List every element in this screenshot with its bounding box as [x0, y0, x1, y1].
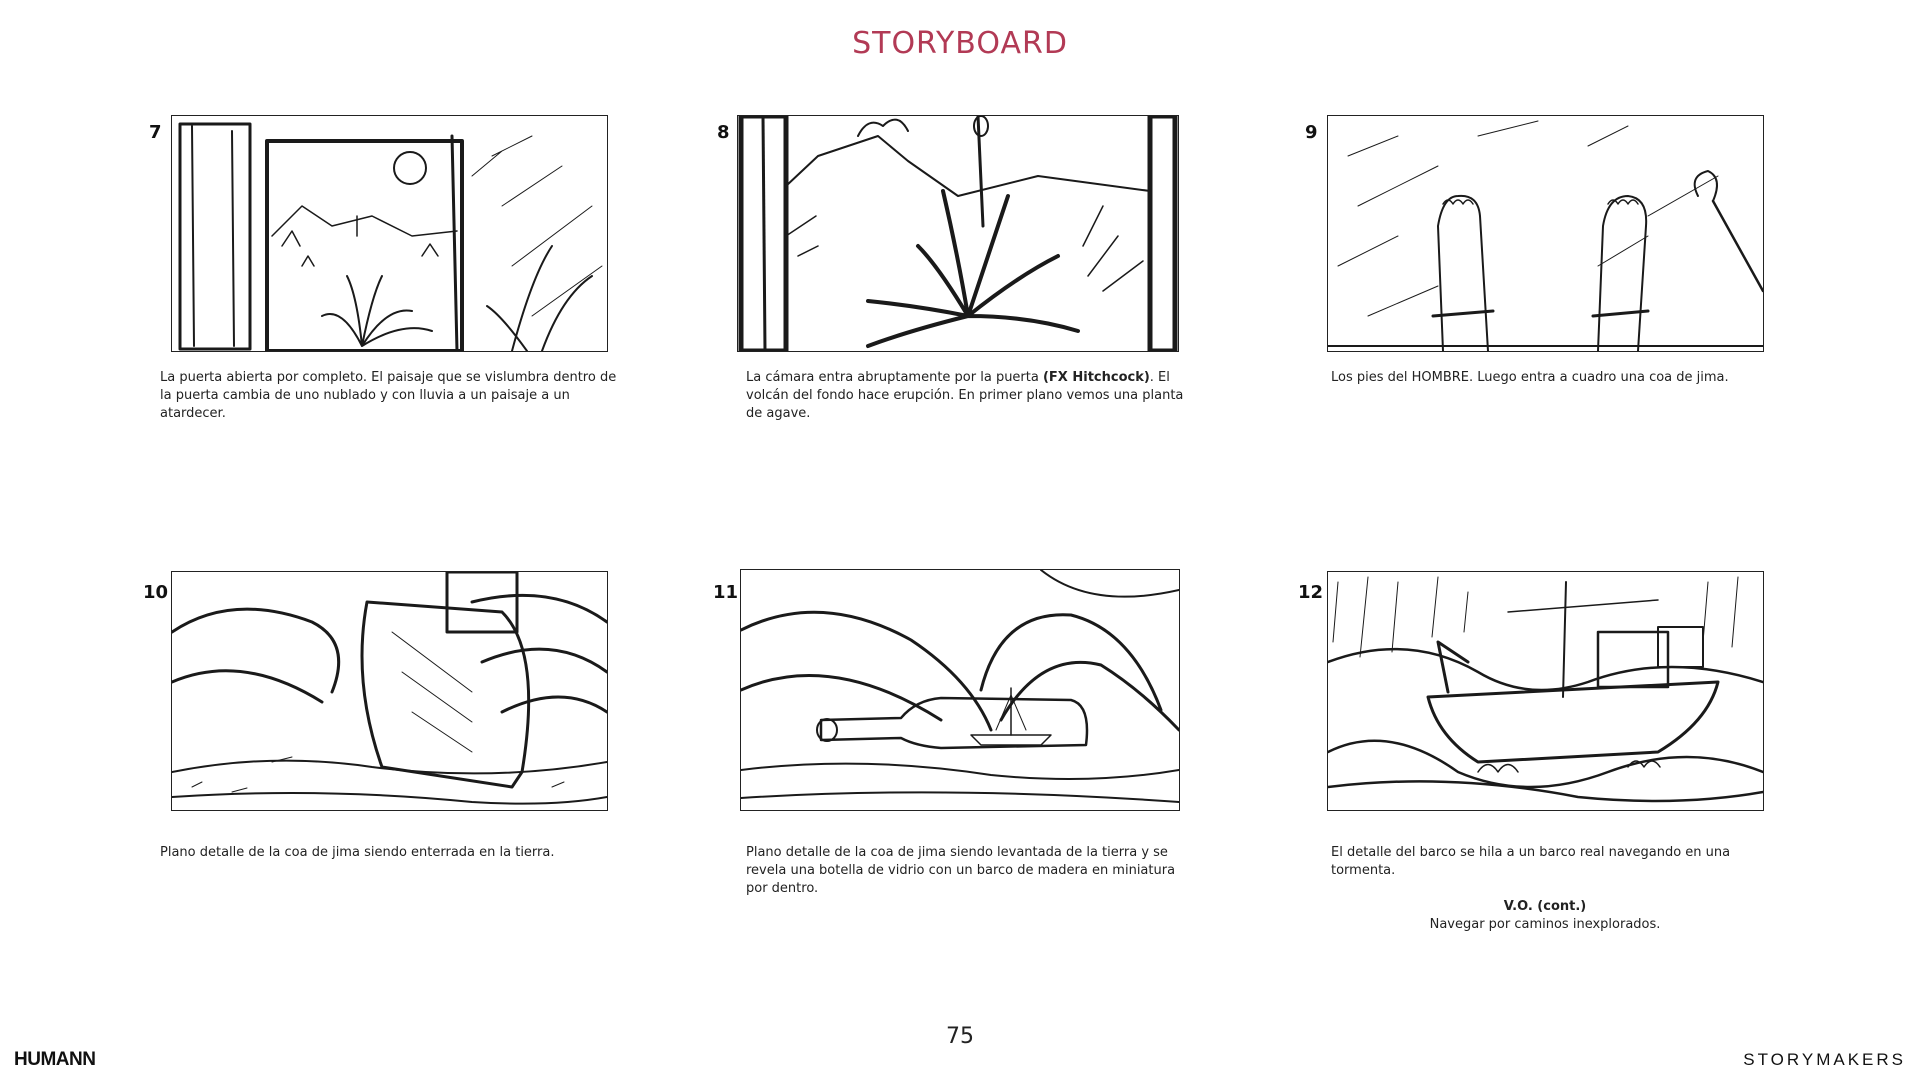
- page-number: 75: [946, 1024, 974, 1049]
- voice-over: [1395, 898, 1695, 934]
- sketch-door-landscape: [171, 115, 608, 352]
- sketch-volcano-agave: [737, 115, 1179, 352]
- sketch-feet-coa: [1327, 115, 1764, 352]
- brand-logo-humann: HUMANN: [14, 1049, 96, 1070]
- sketch-bottle-ship: [740, 569, 1180, 811]
- brand-logo-storymakers: STORYMAKERS: [1743, 1050, 1906, 1069]
- caption-emphasis: (FX Hitchcock): [1042, 370, 1150, 385]
- sketch-ship-storm: [1327, 571, 1764, 811]
- panel-caption: La cámara entra abruptamente por la puerta (FX Hitchcock). El volcán del fondo hace erupción. En primer plano vemos una planta de agave.: [746, 370, 1184, 421]
- panel-caption: La puerta abierta por completo. El paisaje que se vislumbra dentro de la puerta cambia de uno nublado y con lluvia a un paisaje a un atardecer.: [160, 370, 617, 421]
- sketch-coa-buried: [171, 571, 608, 811]
- panel-number: 12: [1298, 582, 1324, 603]
- panel-number: 9: [1305, 122, 1318, 143]
- panel-caption: Los pies del HOMBRE. Luego entra a cuadro una coa de jima.: [1331, 370, 1729, 385]
- panel-number: 8: [717, 122, 730, 143]
- panel-number: 11: [713, 582, 739, 603]
- page-title: STORYBOARD: [852, 26, 1068, 61]
- panel-number: 10: [143, 582, 169, 603]
- panel-caption: Plano detalle de la coa de jima siendo levantada de la tierra y se revela una botella de vidrio con un barco de madera en miniatura por dentro.: [746, 845, 1176, 896]
- voice-over-line: Navegar por caminos inexplorados.: [1429, 917, 1661, 932]
- panel-caption: Plano detalle de la coa de jima siendo enterrada en la tierra.: [160, 845, 555, 860]
- panel-number: 7: [149, 122, 162, 143]
- voice-over-label: V.O. (cont.): [1503, 899, 1587, 914]
- panel-caption: El detalle del barco se hila a un barco real navegando en una tormenta.: [1331, 845, 1731, 878]
